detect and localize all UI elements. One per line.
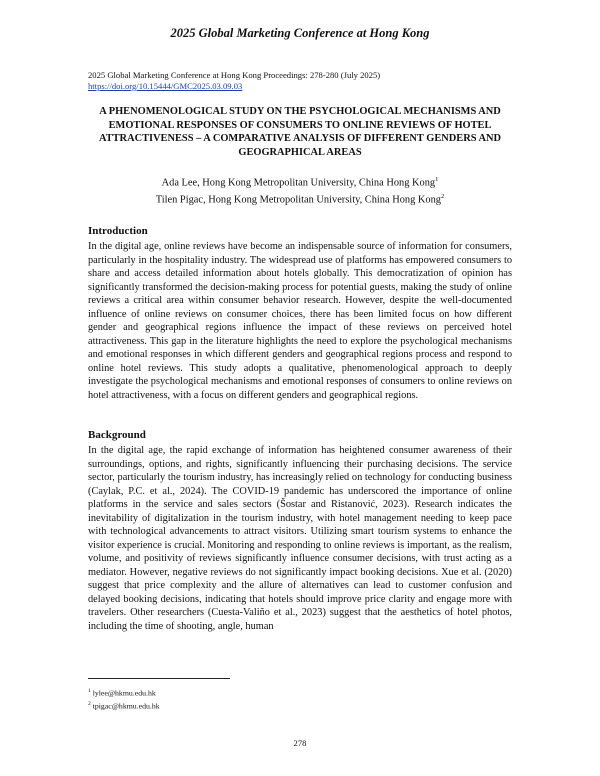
- background-paragraph: In the digital age, the rapid exchange of information has heightened consumer awareness of their surroundings, options, and rights, significantly influencing their purchasing decisions. The service sector, particularly the tourism industry, has increasingly relied on technology for conducting business (Caylak, P.C. et al., 2024). The COVID-19 pandemic has underscored the importance of online platforms in the service and sales sectors (Šostar and Ristanović, 2023). Research indicates the inevitability of digitalization in the tourism industry, with hotel management needing to keep pace with technological advancements to attract visitors. Utilizing smart tourism systems to enhance the visitor experience is crucial. Monitoring and responding to online reviews is important, as the realism, volume, and positivity of reviews significantly influence consumer decisions, with trust acting as a mediator. However, negative reviews do not significantly impact booking decisions. Xue et al. (2020) suggest that price complexity and the allure of alternatives can lead to customer confusion and delayed booking decisions, indicating that hotels should improve price clarity and engage more with travelers. Other researchers (Cuesta-Valiño et al., 2023) suggest that the aesthetics of hotel photos, including the time of shooting, angle, human: [88, 445, 512, 632]
- author-list: [88, 173, 512, 208]
- footnote-mark: 1: [435, 176, 439, 183]
- footnote: [88, 699, 160, 712]
- proceedings-citation: 2025 Global Marketing Conference at Hong Kong Proceedings: 278-280 (July 2025): [88, 70, 381, 80]
- footnote-email: lylee@hkmu.edu.hk: [92, 688, 156, 698]
- footnote-divider: [88, 678, 230, 679]
- footnotes: [88, 686, 160, 712]
- footnote-mark: 1: [88, 688, 91, 694]
- paper-title: A PHENOMENOLOGICAL STUDY ON THE PSYCHOLOGICAL MECHANISMS AND EMOTIONAL RESPONSES OF CONSUMERS TO ONLINE REVIEWS OF HOTEL ATTRACTIVENESS – A COMPARATIVE ANALYSIS OF DIFFERENT GENDERS AND GEOGRAPHICAL AREAS: [98, 106, 502, 158]
- footnote-mark: 2: [88, 701, 91, 708]
- author-name: Ada Lee, Hong Kong Metropolitan University, China Hong Kong: [161, 177, 436, 189]
- author-line: [88, 173, 512, 190]
- page-number: 278: [293, 738, 307, 748]
- section-heading-introduction: Introduction: [88, 225, 148, 237]
- footnote-email: tpigac@hkmu.edu.hk: [92, 701, 160, 711]
- footnote-mark: 2: [441, 193, 445, 201]
- footnote: [88, 686, 160, 699]
- author-line: [88, 190, 512, 207]
- section-heading-background: Background: [88, 429, 146, 441]
- running-head: 2025 Global Marketing Conference at Hong Kong: [170, 26, 430, 40]
- proceedings-info: [88, 70, 380, 92]
- introduction-paragraph: In the digital age, online reviews have become an indispensable source of information for consumers, particularly in the hospitality industry. The widespread use of platforms has empowered consumers to share and access detailed information about hotels globally. This democratization of opinion has significantly transformed the decision-making process for potential guests, making the study of online reviews a critical area within consumer behavior research. However, despite the well-documented influence of online reviews on consumer choices, there has been limited focus on how different gender and geographical regions influence the impact of these reviews on perceived hotel attractiveness. This gap in the literature highlights the need to explore the psychological mechanisms and emotional responses in which different genders and geographical regions process and respond to online hotel reviews. This study adopts a qualitative, phenomenological approach to deeply investigate the psychological mechanisms and emotional responses of consumers to online reviews on hotel attractiveness, with a focus on different genders and geographical regions.: [88, 241, 512, 401]
- author-name: Tilen Pigac, Hong Kong Metropolitan University, China Hong Kong: [155, 194, 441, 206]
- doi-link[interactable]: https://doi.org/10.15444/GMC2025.03.09.03: [88, 81, 243, 91]
